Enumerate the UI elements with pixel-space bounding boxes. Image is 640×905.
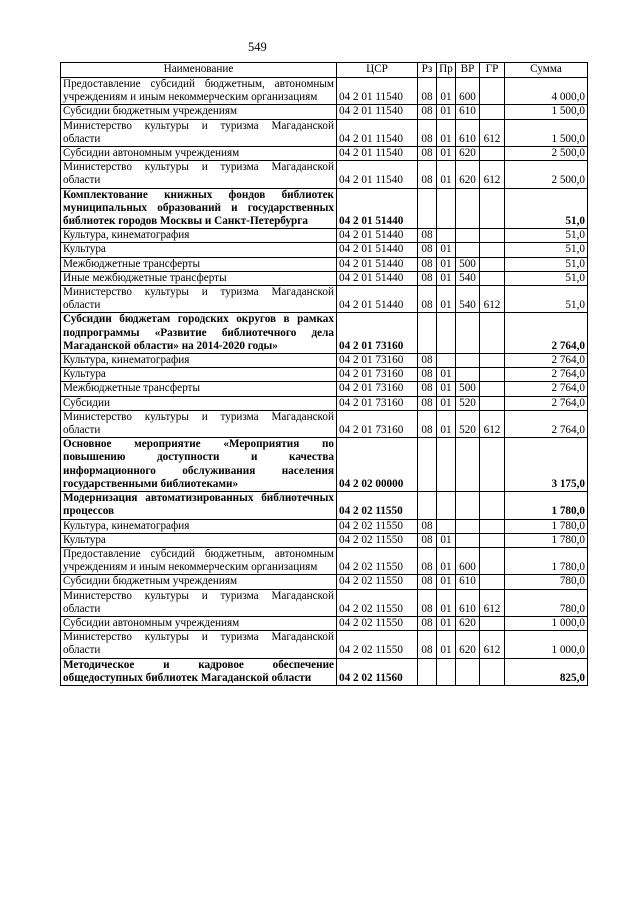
row-pr-cell: 01 [437,271,456,285]
row-pr-cell [437,354,456,368]
row-name-cell: Основное мероприятие «Мероприятия по повышению доступности и качества информационного обслуживания населения государственными библиотеками» [61,438,337,492]
row-sum-cell: 780,0 [505,575,588,589]
row-gr-cell [480,313,505,354]
table-row [61,229,588,243]
row-csr-cell: 04 2 01 51440 [337,286,418,313]
row-sum-cell: 2 764,0 [505,313,588,354]
table-row [61,382,588,396]
row-csr-cell: 04 2 01 11540 [337,105,418,119]
row-pr-cell: 01 [437,161,456,188]
row-csr-cell: 04 2 02 11550 [337,589,418,616]
row-rz-cell: 08 [418,243,437,257]
row-gr-cell [480,147,505,161]
row-gr-cell: 612 [480,286,505,313]
row-sum-cell: 1 780,0 [505,547,588,574]
row-vr-cell: 620 [456,147,480,161]
row-gr-cell [480,519,505,533]
row-vr-cell [456,533,480,547]
row-csr-cell: 04 2 02 11550 [337,533,418,547]
row-sum-cell: 51,0 [505,229,588,243]
row-rz-cell: 08 [418,147,437,161]
row-pr-cell [437,229,456,243]
row-pr-cell: 01 [437,533,456,547]
row-sum-cell: 1 500,0 [505,119,588,146]
row-gr-cell [480,533,505,547]
row-pr-cell: 01 [437,368,456,382]
row-gr-cell: 612 [480,631,505,658]
table-row [61,271,588,285]
row-gr-cell [480,229,505,243]
row-gr-cell [480,396,505,410]
row-sum-cell: 2 764,0 [505,396,588,410]
row-name-cell: Предоставление субсидий бюджетным, автономным учреждениям и иным некоммерческим организациям [61,78,337,105]
row-pr-cell: 01 [437,119,456,146]
row-rz-cell: 08 [418,286,437,313]
row-vr-cell [456,519,480,533]
table-row [61,119,588,146]
row-gr-cell [480,547,505,574]
table-row [61,161,588,188]
row-csr-cell: 04 2 01 73160 [337,313,418,354]
row-gr-cell [480,105,505,119]
row-rz-cell: 08 [418,533,437,547]
row-vr-cell [456,354,480,368]
row-pr-cell: 01 [437,243,456,257]
row-rz-cell: 08 [418,354,437,368]
table-row [61,519,588,533]
table-row [61,410,588,437]
row-vr-cell: 610 [456,119,480,146]
row-name-cell: Культура, кинематография [61,229,337,243]
table-row [61,616,588,630]
row-name-cell: Субсидии бюджетам городских округов в рамках подпрограммы «Развитие библиотечного дела Магаданской области» на 2014-2020 годы» [61,313,337,354]
table-row [61,631,588,658]
row-name-cell: Субсидии [61,396,337,410]
row-rz-cell: 08 [418,547,437,574]
row-name-cell: Министерство культуры и туризма Магаданской области [61,589,337,616]
row-rz-cell [418,492,437,519]
row-csr-cell: 04 2 02 00000 [337,438,418,492]
row-pr-cell: 01 [437,396,456,410]
row-rz-cell: 08 [418,410,437,437]
row-name-cell: Методическое и кадровое обеспечение общедоступных библиотек Магаданской области [61,658,337,685]
row-gr-cell: 612 [480,589,505,616]
row-vr-cell: 500 [456,257,480,271]
row-rz-cell: 08 [418,616,437,630]
row-gr-cell: 612 [480,119,505,146]
row-sum-cell: 51,0 [505,286,588,313]
row-rz-cell: 08 [418,631,437,658]
row-rz-cell: 08 [418,589,437,616]
row-name-cell: Комплектование книжных фондов библиотек муниципальных образований и государственных библиотек городов Москвы и Санкт-Петербурга [61,188,337,229]
row-name-cell: Субсидии автономным учреждениям [61,616,337,630]
row-sum-cell: 2 764,0 [505,368,588,382]
row-gr-cell [480,382,505,396]
row-sum-cell: 2 764,0 [505,410,588,437]
row-sum-cell: 51,0 [505,271,588,285]
row-pr-cell: 01 [437,382,456,396]
row-rz-cell: 08 [418,519,437,533]
table-body [61,78,588,686]
row-pr-cell: 01 [437,631,456,658]
table-row [61,286,588,313]
row-vr-cell [456,188,480,229]
row-rz-cell [418,313,437,354]
row-csr-cell: 04 2 01 11540 [337,161,418,188]
row-vr-cell: 540 [456,271,480,285]
row-csr-cell: 04 2 01 11540 [337,119,418,146]
row-name-cell: Межбюджетные трансферты [61,382,337,396]
row-name-cell: Министерство культуры и туризма Магаданской области [61,286,337,313]
row-name-cell: Иные межбюджетные трансферты [61,271,337,285]
row-gr-cell [480,188,505,229]
row-pr-cell: 01 [437,147,456,161]
row-rz-cell: 08 [418,382,437,396]
table-row [61,78,588,105]
row-sum-cell: 1 780,0 [505,533,588,547]
row-vr-cell: 500 [456,382,480,396]
table-row [61,492,588,519]
row-name-cell: Культура [61,243,337,257]
row-pr-cell [437,492,456,519]
row-pr-cell: 01 [437,105,456,119]
row-gr-cell [480,243,505,257]
table-row [61,547,588,574]
row-rz-cell: 08 [418,368,437,382]
row-csr-cell: 04 2 01 73160 [337,410,418,437]
row-rz-cell: 08 [418,396,437,410]
row-vr-cell: 610 [456,105,480,119]
header-rz: Рз [418,63,437,78]
row-name-cell: Предоставление субсидий бюджетным, автономным учреждениям и иным некоммерческим организациям [61,547,337,574]
row-csr-cell: 04 2 01 51440 [337,243,418,257]
row-vr-cell: 620 [456,631,480,658]
row-csr-cell: 04 2 02 11550 [337,547,418,574]
header-gr: ГР [480,63,505,78]
row-name-cell: Министерство культуры и туризма Магаданской области [61,161,337,188]
row-pr-cell: 01 [437,547,456,574]
header-name: Наименование [61,63,337,78]
table-row [61,354,588,368]
row-csr-cell: 04 2 02 11550 [337,492,418,519]
row-name-cell: Культура, кинематография [61,519,337,533]
row-vr-cell: 520 [456,410,480,437]
row-csr-cell: 04 2 02 11550 [337,616,418,630]
row-gr-cell: 612 [480,410,505,437]
row-vr-cell [456,492,480,519]
row-csr-cell: 04 2 02 11560 [337,658,418,685]
row-sum-cell: 825,0 [505,658,588,685]
row-gr-cell [480,575,505,589]
row-gr-cell [480,271,505,285]
row-name-cell: Субсидии бюджетным учреждениям [61,575,337,589]
row-gr-cell [480,354,505,368]
table-row [61,658,588,685]
row-name-cell: Субсидии бюджетным учреждениям [61,105,337,119]
row-gr-cell [480,492,505,519]
row-csr-cell: 04 2 02 11550 [337,519,418,533]
row-pr-cell [437,658,456,685]
table-row [61,589,588,616]
header-sum: Сумма [505,63,588,78]
row-rz-cell [418,658,437,685]
row-name-cell: Культура [61,533,337,547]
row-sum-cell: 3 175,0 [505,438,588,492]
row-sum-cell: 2 764,0 [505,382,588,396]
row-pr-cell: 01 [437,575,456,589]
row-pr-cell: 01 [437,589,456,616]
row-csr-cell: 04 2 01 11540 [337,78,418,105]
row-pr-cell [437,188,456,229]
row-csr-cell: 04 2 02 11550 [337,575,418,589]
row-sum-cell: 2 500,0 [505,147,588,161]
row-sum-cell: 1 500,0 [505,105,588,119]
table-row [61,438,588,492]
row-csr-cell: 04 2 01 73160 [337,382,418,396]
row-sum-cell: 780,0 [505,589,588,616]
row-gr-cell [480,78,505,105]
row-sum-cell: 4 000,0 [505,78,588,105]
row-sum-cell: 51,0 [505,257,588,271]
row-rz-cell: 08 [418,271,437,285]
row-rz-cell: 08 [418,78,437,105]
table-row [61,575,588,589]
row-rz-cell [418,188,437,229]
row-name-cell: Культура [61,368,337,382]
row-pr-cell: 01 [437,286,456,313]
row-pr-cell: 01 [437,257,456,271]
header-pr: Пр [437,63,456,78]
row-vr-cell [456,658,480,685]
row-sum-cell: 2 500,0 [505,161,588,188]
row-vr-cell: 520 [456,396,480,410]
row-rz-cell: 08 [418,161,437,188]
row-csr-cell: 04 2 01 11540 [337,147,418,161]
row-sum-cell: 51,0 [505,188,588,229]
row-rz-cell: 08 [418,257,437,271]
row-sum-cell: 2 764,0 [505,354,588,368]
row-vr-cell: 600 [456,78,480,105]
row-pr-cell [437,519,456,533]
table-row [61,188,588,229]
header-row [61,63,588,78]
row-name-cell: Министерство культуры и туризма Магаданской области [61,631,337,658]
row-pr-cell [437,313,456,354]
row-sum-cell: 1 000,0 [505,631,588,658]
budget-table [60,62,588,686]
table-row [61,243,588,257]
table-row [61,368,588,382]
row-csr-cell: 04 2 01 73160 [337,368,418,382]
row-rz-cell: 08 [418,119,437,146]
row-vr-cell [456,243,480,257]
row-vr-cell [456,313,480,354]
row-vr-cell: 610 [456,589,480,616]
row-pr-cell: 01 [437,616,456,630]
row-sum-cell: 1 780,0 [505,492,588,519]
row-vr-cell: 620 [456,161,480,188]
row-csr-cell: 04 2 01 73160 [337,396,418,410]
row-name-cell: Культура, кинематография [61,354,337,368]
row-gr-cell [480,257,505,271]
table-header [61,63,588,78]
table-row [61,105,588,119]
table-row [61,533,588,547]
header-csr: ЦСР [337,63,418,78]
table-row [61,313,588,354]
row-gr-cell [480,438,505,492]
row-name-cell: Министерство культуры и туризма Магаданской области [61,410,337,437]
row-name-cell: Министерство культуры и туризма Магаданской области [61,119,337,146]
row-vr-cell: 610 [456,575,480,589]
row-rz-cell [418,438,437,492]
page-number: 549 [248,40,267,54]
row-sum-cell: 51,0 [505,243,588,257]
row-rz-cell: 08 [418,575,437,589]
header-vr: ВР [456,63,480,78]
row-csr-cell: 04 2 02 11550 [337,631,418,658]
table-row [61,396,588,410]
row-pr-cell: 01 [437,410,456,437]
row-gr-cell [480,616,505,630]
row-rz-cell: 08 [418,229,437,243]
row-gr-cell: 612 [480,161,505,188]
row-sum-cell: 1 780,0 [505,519,588,533]
row-csr-cell: 04 2 01 51440 [337,257,418,271]
row-name-cell: Субсидии автономным учреждениям [61,147,337,161]
row-pr-cell: 01 [437,78,456,105]
row-vr-cell: 600 [456,547,480,574]
row-gr-cell [480,658,505,685]
row-sum-cell: 1 000,0 [505,616,588,630]
table-row [61,257,588,271]
row-csr-cell: 04 2 01 73160 [337,354,418,368]
row-vr-cell: 540 [456,286,480,313]
row-name-cell: Модернизация автоматизированных библиотечных процессов [61,492,337,519]
row-gr-cell [480,368,505,382]
row-name-cell: Межбюджетные трансферты [61,257,337,271]
row-rz-cell: 08 [418,105,437,119]
row-vr-cell [456,368,480,382]
row-csr-cell: 04 2 01 51440 [337,188,418,229]
row-vr-cell [456,229,480,243]
row-csr-cell: 04 2 01 51440 [337,271,418,285]
table-row [61,147,588,161]
row-csr-cell: 04 2 01 51440 [337,229,418,243]
row-pr-cell [437,438,456,492]
row-vr-cell: 620 [456,616,480,630]
row-vr-cell [456,438,480,492]
